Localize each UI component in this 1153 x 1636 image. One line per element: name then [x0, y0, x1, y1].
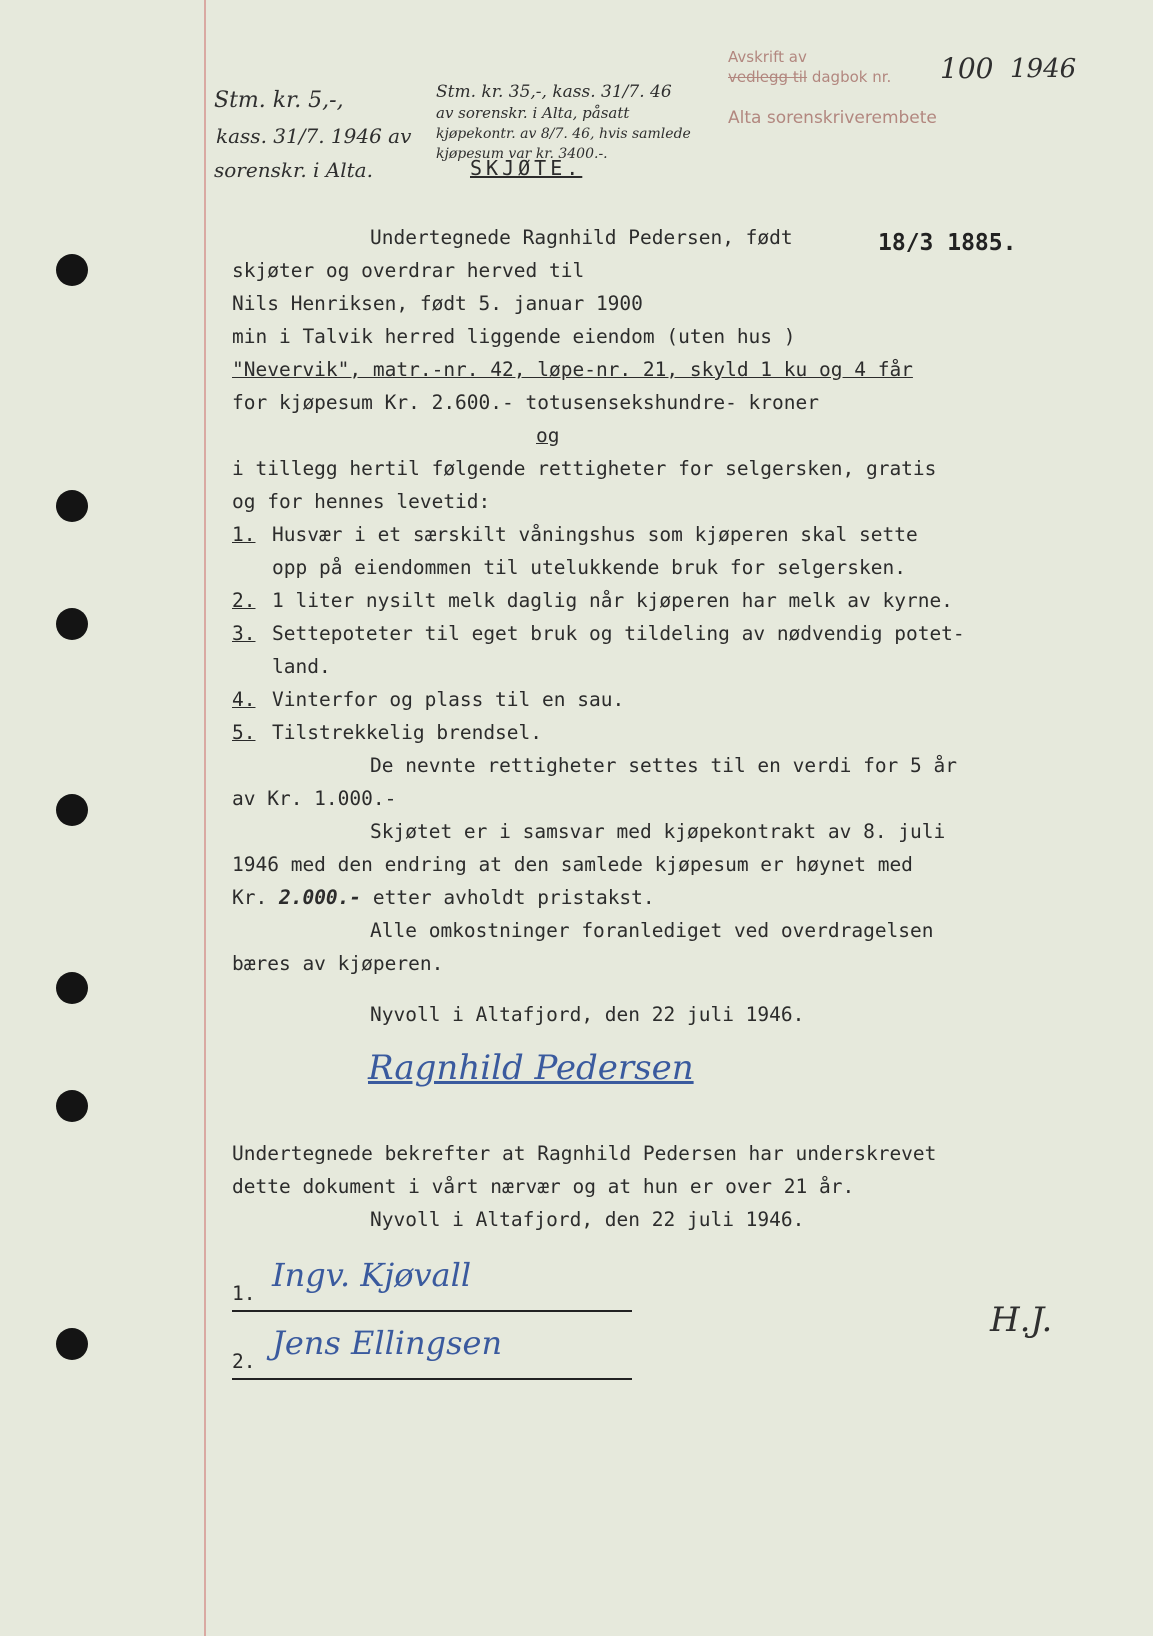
amount-prefix: Kr.	[232, 886, 279, 909]
document-title: SKJØTE.	[470, 156, 583, 180]
initials: H.J.	[990, 1300, 1053, 1340]
text-line: for kjøpesum Kr. 2.600.- totusensekshundre- kroner	[232, 391, 819, 414]
binder-hole	[56, 490, 88, 522]
text-line: i tillegg hertil følgende rettigheter for selgersken, gratis	[232, 457, 937, 480]
amount-suffix: etter avholdt pristakst.	[361, 886, 655, 909]
text-line: skjøter og overdrar herved til	[232, 259, 585, 282]
item-number: 4.	[232, 688, 256, 711]
stamp-struck-text: vedlegg til	[728, 68, 808, 86]
list-item: opp på eiendommen til utelukkende bruk for selgersken.	[272, 556, 906, 579]
list-item: land.	[272, 655, 331, 678]
binder-hole	[56, 254, 88, 286]
binder-hole	[56, 1328, 88, 1360]
margin-note-mid-2: av sorenskr. i Alta, påsatt	[436, 104, 630, 122]
margin-note-mid-4: kjøpesum var kr. 3400.-.	[436, 146, 608, 162]
binder-hole	[56, 608, 88, 640]
dagbok-number: 100	[940, 52, 994, 85]
witness-2-signature: Jens Ellingsen	[272, 1324, 503, 1362]
list-item: Vinterfor og plass til en sau.	[272, 688, 625, 711]
binder-hole	[56, 1090, 88, 1122]
text-line: Alle omkostninger foranlediget ved overdragelsen	[370, 919, 934, 942]
list-item: Settepoteter til eget bruk og tildeling av nødvendig potet-	[272, 622, 965, 645]
text-line: og for hennes levetid:	[232, 490, 491, 513]
item-number: 1.	[232, 523, 256, 546]
text-line: bæres av kjøperen.	[232, 952, 444, 975]
margin-note-mid-1: Stm. kr. 35,-, kass. 31/7. 46	[436, 82, 672, 102]
text-line: Undertegnede bekrefter at Ragnhild Pedersen har underskrevet	[232, 1142, 937, 1165]
place-date: Nyvoll i Altafjord, den 22 juli 1946.	[370, 1208, 805, 1231]
stamp-year: 1946	[1010, 54, 1077, 84]
text-line: Skjøtet er i samsvar med kjøpekontrakt av 8. juli	[370, 820, 946, 843]
seller-signature: Ragnhild Pedersen	[368, 1048, 694, 1088]
witness-1-signature: Ingv. Kjøvall	[272, 1256, 472, 1294]
margin-note-left-3: sorenskr. i Alta.	[214, 158, 373, 182]
item-number: 3.	[232, 622, 256, 645]
text-line-og: og	[536, 424, 560, 447]
witness-number: 2.	[232, 1350, 256, 1373]
stamp-line-3: Alta sorenskriverembete	[728, 108, 937, 128]
margin-note-mid-3: kjøpekontr. av 8/7. 46, hvis samlede	[436, 126, 691, 142]
item-number: 2.	[232, 589, 256, 612]
amended-amount: 2.000.-	[278, 886, 362, 909]
signature-line	[232, 1378, 632, 1380]
witness-number: 1.	[232, 1282, 256, 1305]
binder-hole	[56, 794, 88, 826]
text-line: Undertegnede Ragnhild Pedersen, født	[370, 226, 793, 249]
margin-rule	[204, 0, 206, 1636]
text-line: Nils Henriksen, født 5. januar 1900	[232, 292, 643, 315]
stamp-line-1: Avskrift av	[728, 48, 807, 66]
property-line: "Nevervik", matr.-nr. 42, løpe-nr. 21, skyld 1 ku og 4 får	[232, 358, 913, 381]
text-line: min i Talvik herred liggende eiendom (uten hus )	[232, 325, 796, 348]
place-date: Nyvoll i Altafjord, den 22 juli 1946.	[370, 1003, 805, 1026]
item-number: 5.	[232, 721, 256, 744]
text-line: 1946 med den endring at den samlede kjøpesum er høynet med	[232, 853, 913, 876]
stamp-dagbok-label: dagbok nr.	[811, 68, 892, 86]
stamp-line-2	[728, 68, 891, 86]
list-item: 1 liter nysilt melk daglig når kjøperen har melk av kyrne.	[272, 589, 953, 612]
text-line: De nevnte rettigheter settes til en verdi for 5 år	[370, 754, 957, 777]
signature-line	[232, 1310, 632, 1312]
list-item: Tilstrekkelig brendsel.	[272, 721, 543, 744]
text-line-amount	[232, 886, 655, 909]
text-line: dette dokument i vårt nærvær og at hun er over 21 år.	[232, 1175, 855, 1198]
margin-note-left-2: kass. 31/7. 1946 av	[216, 124, 412, 148]
birth-date-handwritten: 18/3 1885.	[878, 230, 1017, 256]
text-line: av Kr. 1.000.-	[232, 787, 397, 810]
binder-hole	[56, 972, 88, 1004]
list-item: Husvær i et særskilt våningshus som kjøperen skal sette	[272, 523, 918, 546]
margin-note-left-1: Stm. kr. 5,-,	[214, 88, 344, 113]
